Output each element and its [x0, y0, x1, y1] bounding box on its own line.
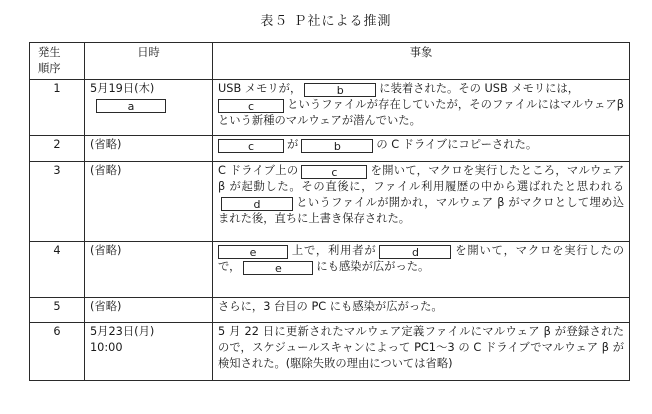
table-row: [30, 162, 630, 242]
row-event: [213, 136, 630, 162]
event-text: に装着された。その USB メモリには，: [379, 82, 580, 95]
header-datetime: 日時: [85, 43, 213, 80]
header-sequence: [30, 43, 85, 80]
table-row: [30, 80, 630, 136]
event-text: というファイルが存在していたが，そのファイルにはマルウェアβという新種のマルウェアが潜んでいた。: [218, 98, 624, 127]
row-event: [213, 162, 630, 242]
row-date-text: 5月23日(月): [90, 325, 155, 338]
header-row: [30, 43, 630, 80]
blank-box-a: a: [96, 99, 166, 113]
event-text: が: [287, 138, 299, 151]
event-text: を開いて，マクロを実行したので，: [218, 244, 624, 273]
header-sequence-line2: 順序: [38, 61, 61, 75]
blank-box-c: c: [218, 99, 284, 113]
blank-box-c: c: [301, 165, 367, 179]
event-text: C ドライブ上の: [218, 164, 299, 177]
blank-box-e: e: [243, 261, 313, 275]
table-row: [30, 242, 630, 298]
blank-box-d: d: [379, 245, 451, 259]
table-row: [30, 323, 630, 381]
event-text: 5 月 22 日に更新されたマルウェア定義ファイルにマルウェア β が登録されたので，スケジュールスキャンによって PC1～3 の C ドライブでマルウェア β が検知された。(駆除失敗の理由については省略): [218, 325, 624, 370]
row-datetime: (省略): [85, 298, 213, 323]
row-sequence: 5: [30, 298, 85, 323]
blank-box-b: b: [301, 139, 373, 153]
row-time-text: 10:00: [90, 340, 123, 354]
row-datetime: (省略): [85, 162, 213, 242]
event-text: にも感染が広がった。: [316, 260, 430, 273]
row-event: [213, 323, 630, 381]
event-text: の C ドライブにコピーされた。: [376, 138, 538, 151]
row-sequence: 2: [30, 136, 85, 162]
row-event: [213, 80, 630, 136]
blank-box-c: c: [218, 139, 284, 153]
row-datetime: (省略): [85, 242, 213, 298]
event-text: 上で，利用者が: [291, 244, 377, 257]
event-table: [29, 42, 630, 381]
row-sequence: 3: [30, 162, 85, 242]
blank-box-b: b: [304, 83, 376, 97]
header-sequence-line1: 発生: [38, 46, 61, 59]
row-event: [213, 242, 630, 298]
table-caption: 表５ Ｐ社による推測: [260, 14, 392, 29]
row-sequence: 6: [30, 323, 85, 381]
row-datetime: (省略): [85, 136, 213, 162]
event-text: というファイルが開かれ，マルウェア β がマクロとして埋め込まれた後，直ちに上書き保存された。: [218, 195, 624, 225]
blank-box-e: e: [218, 245, 288, 259]
row-event: [213, 298, 630, 323]
table-row: [30, 136, 630, 162]
row-sequence: 4: [30, 242, 85, 298]
blank-box-d: d: [221, 197, 293, 211]
table-row: [30, 298, 630, 323]
event-text: さらに，3 台目の PC にも感染が広がった。: [218, 300, 443, 313]
event-text: を開いて，マクロを実行したところ，マルウェア β が起動した。その直後に，ファイル利用履歴の中から選ばれたと思われる: [218, 164, 624, 193]
row-datetime: [85, 80, 213, 136]
event-text: USB メモリが，: [218, 82, 302, 95]
row-datetime: [85, 323, 213, 381]
row-date-text: 5月19日(木): [90, 82, 155, 95]
row-sequence: 1: [30, 80, 85, 136]
header-event: 事象: [213, 43, 630, 80]
